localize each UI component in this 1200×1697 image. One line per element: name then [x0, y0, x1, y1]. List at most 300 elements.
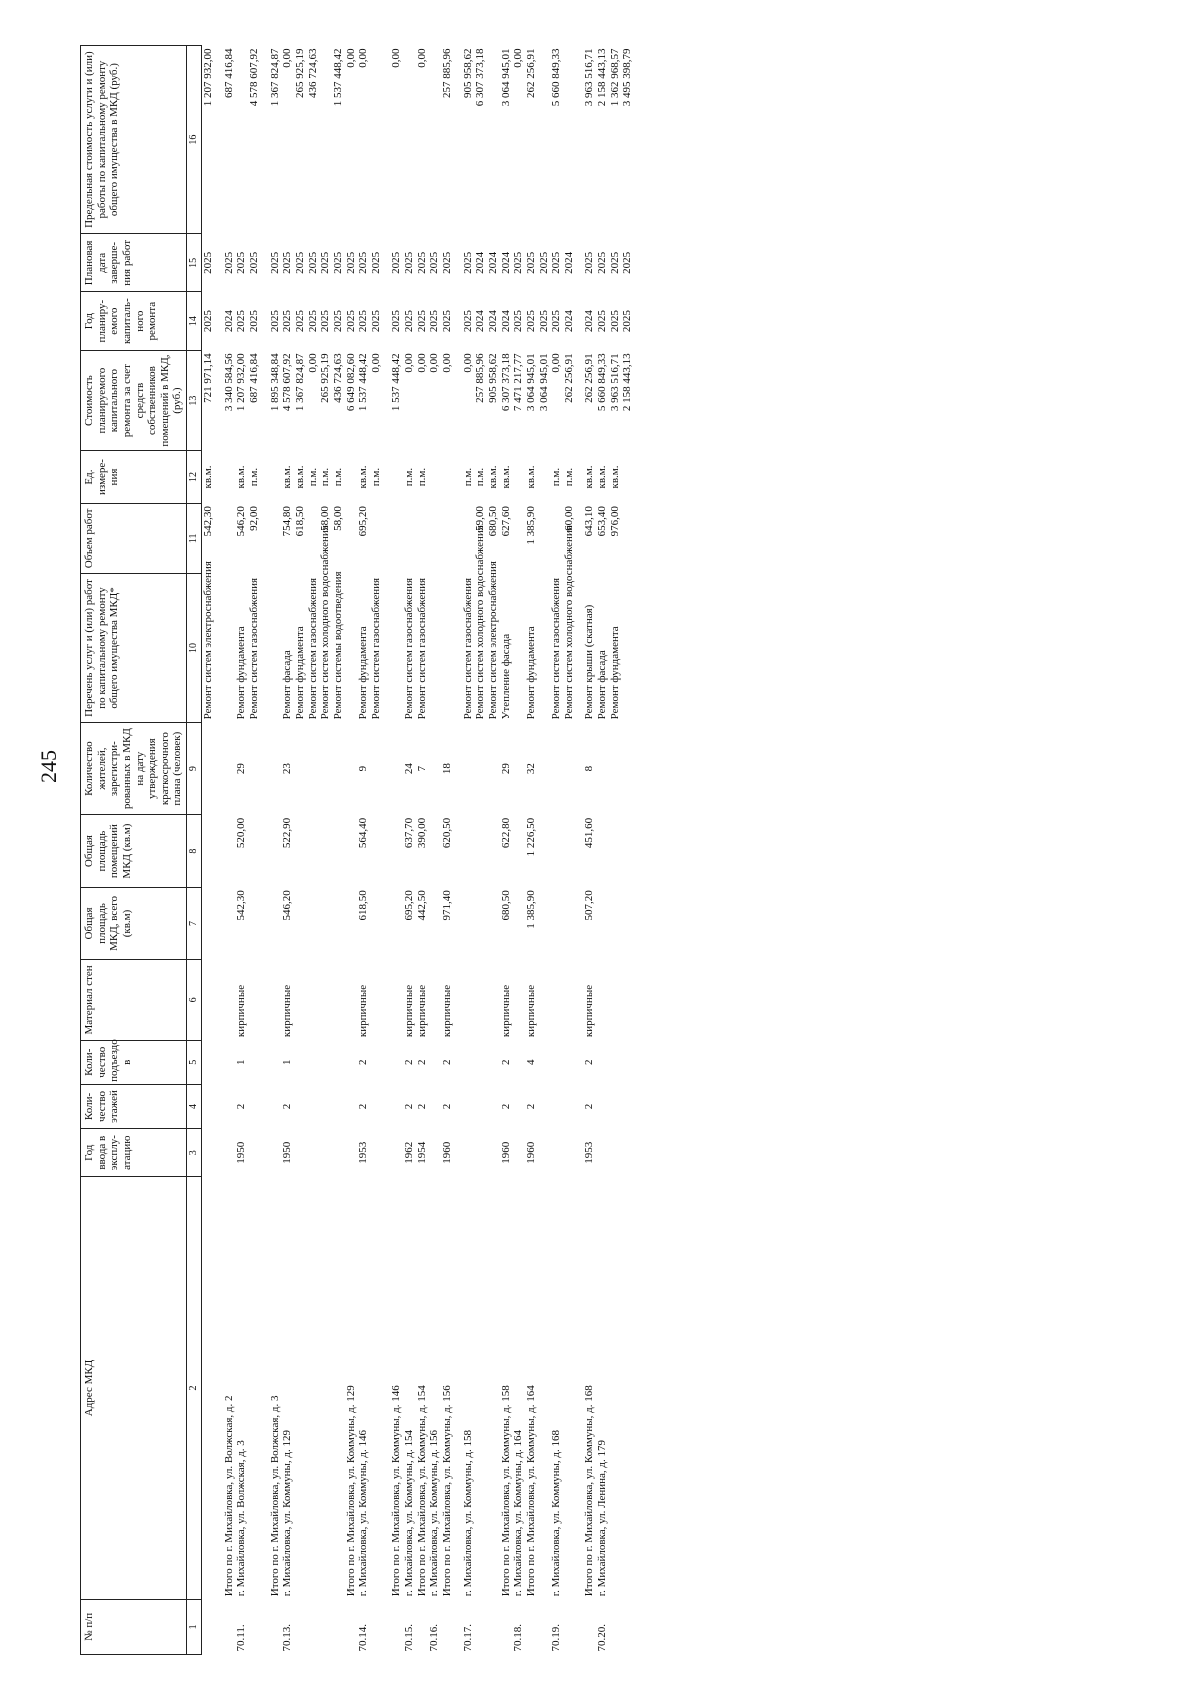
table-cell: 70.14.: [357, 1624, 370, 1652]
column-number: 8: [187, 815, 202, 887]
table-cell: 1 895 348,84: [268, 353, 281, 412]
table-cell: [474, 1084, 487, 1128]
table-cell: [487, 887, 500, 959]
table-cell: [332, 1129, 345, 1177]
table-cell: [538, 46, 551, 234]
table-cell: Ремонт систем холодного водоснабжения: [562, 525, 575, 720]
table-cell: 2: [415, 1059, 428, 1065]
table-cell: [487, 960, 500, 1040]
table-cell: 1 207 932,00: [202, 48, 215, 107]
table-cell: [390, 815, 403, 887]
table-cell: п.м.: [562, 467, 575, 487]
table-cell: [294, 1177, 307, 1599]
table-cell: [596, 722, 609, 815]
spacer-row: [454, 46, 462, 1655]
table-cell: [248, 722, 261, 815]
table-cell: 2025: [524, 310, 537, 333]
table-cell: [319, 1129, 332, 1177]
table-cell: [609, 960, 622, 1040]
table-cell: 1950: [281, 1141, 294, 1164]
table-cell: [462, 815, 475, 887]
table-cell: 2025: [319, 310, 332, 333]
table-cell: 2025: [512, 251, 525, 274]
table-cell: кирпичные: [415, 984, 428, 1038]
table-cell: [538, 1084, 551, 1128]
table-row: [428, 46, 441, 1655]
table-cell: кв.м.: [235, 465, 248, 489]
table-cell: 2: [583, 1059, 596, 1065]
table-cell: 2025: [357, 251, 370, 274]
table-cell: Ремонт крыши (скатная): [583, 604, 596, 720]
table-cell: 3 340 584,56: [222, 353, 235, 412]
table-cell: [441, 451, 454, 503]
table-cell: г. Михайловка, ул. Ленина, д. 179: [596, 1439, 609, 1597]
table-cell: 2025: [293, 251, 306, 274]
table-cell: 2025: [461, 310, 474, 333]
table-cell: 2024: [486, 251, 499, 274]
table-cell: [462, 1129, 475, 1177]
table-cell: 2025: [281, 310, 294, 333]
table-cell: 3 064 945,01: [499, 48, 512, 107]
table-cell: [621, 1129, 634, 1177]
table-cell: 6 649 082,60: [344, 353, 357, 412]
table-cell: Ремонт систем газоснабжения: [306, 577, 319, 720]
table-cell: [609, 1129, 622, 1177]
table-cell: Ремонт систем электроснабжения: [202, 561, 215, 720]
table-cell: 2025: [415, 251, 428, 274]
table-cell: [428, 960, 441, 1040]
table-cell: 2024: [499, 251, 512, 274]
table-cell: [512, 1084, 525, 1128]
table-cell: [370, 1084, 383, 1128]
table-cell: [370, 960, 383, 1040]
column-header-8: Общая площадь помещений МКД (кв.м): [81, 815, 187, 887]
table-cell: 2024: [583, 310, 596, 333]
table-cell: 1 385,90: [524, 506, 537, 545]
table-cell: [428, 451, 441, 503]
table-row: [345, 46, 358, 1655]
table-cell: 1 537 448,42: [390, 353, 403, 412]
table-cell: [609, 1084, 622, 1128]
table-cell: 436 724,63: [331, 353, 344, 403]
table-cell: [307, 887, 320, 959]
table-cell: [223, 574, 236, 723]
table-cell: [294, 1084, 307, 1128]
column-number: 16: [187, 46, 202, 234]
table-row: [294, 46, 307, 1655]
table-cell: 2: [403, 1103, 416, 1110]
table-cell: 1962: [403, 1141, 416, 1164]
table-cell: 520,00: [235, 817, 248, 849]
table-cell: 2025: [403, 251, 416, 274]
table-cell: кирпичные: [357, 984, 370, 1038]
table-cell: 5 660 849,33: [550, 48, 563, 107]
table-cell: [223, 815, 236, 887]
table-cell: 2025: [512, 310, 525, 333]
table-cell: Ремонт систем газоснабжения: [369, 577, 382, 720]
table-cell: [390, 574, 403, 723]
table-cell: кв.м.: [499, 465, 512, 489]
table-cell: [269, 1084, 282, 1128]
spacer-row: [261, 46, 269, 1655]
table-cell: 2: [583, 1103, 596, 1110]
table-cell: [345, 887, 358, 959]
table-cell: [390, 722, 403, 815]
table-cell: кирпичные: [403, 984, 416, 1038]
table-cell: [462, 887, 475, 959]
table-cell: 2: [357, 1103, 370, 1110]
table-cell: 637,70: [403, 817, 416, 849]
table-cell: 2: [415, 1103, 428, 1110]
table-cell: 2025: [608, 310, 621, 333]
table-cell: 1 537 448,42: [357, 353, 370, 412]
column-number: 3: [187, 1129, 202, 1177]
table-cell: [390, 451, 403, 503]
table-cell: 2 158 443,13: [596, 48, 609, 107]
table-cell: [319, 1084, 332, 1128]
table-cell: 0,00: [357, 48, 370, 68]
table-cell: 60,00: [562, 506, 575, 531]
table-cell: [563, 1177, 576, 1599]
table-cell: 2025: [248, 251, 261, 274]
table-cell: [223, 722, 236, 815]
table-cell: [512, 1129, 525, 1177]
table-cell: 1 367 824,87: [268, 48, 281, 107]
table-cell: [370, 1177, 383, 1599]
table-cell: 18: [441, 763, 454, 775]
table-cell: [269, 815, 282, 887]
table-cell: п.м.: [461, 467, 474, 487]
table-cell: 976,00: [608, 506, 621, 537]
table-cell: [319, 1040, 332, 1084]
table-cell: 721 971,14: [202, 353, 215, 403]
table-cell: [596, 815, 609, 887]
table-cell: [428, 1084, 441, 1128]
table-cell: Ремонт фундамента: [608, 626, 621, 720]
table-cell: 23: [281, 763, 294, 775]
column-header-12: Ед. измере-ния: [81, 451, 187, 503]
table-cell: [248, 1084, 261, 1128]
table-cell: кирпичные: [524, 984, 537, 1038]
table-cell: [621, 574, 634, 723]
column-number: 13: [187, 350, 202, 451]
table-cell: [390, 503, 403, 573]
table-cell: [428, 574, 441, 723]
table-cell: [609, 815, 622, 887]
table-cell: 436 724,63: [306, 48, 319, 98]
table-cell: 1960: [499, 1141, 512, 1164]
column-number: 4: [187, 1084, 202, 1128]
table-row: [563, 46, 576, 1655]
table-cell: Итого по г. Михайловка, ул. Волжская, д. 2: [222, 1395, 235, 1597]
table-cell: 2: [441, 1103, 454, 1110]
table-cell: [307, 1177, 320, 1599]
table-cell: 5 660 849,33: [596, 353, 609, 412]
table-cell: 2025: [428, 310, 441, 333]
table-cell: [428, 722, 441, 815]
table-cell: 2025: [537, 251, 550, 274]
table-cell: [563, 722, 576, 815]
table-cell: [269, 1129, 282, 1177]
table-cell: [621, 722, 634, 815]
table-row: [281, 46, 294, 1655]
table-cell: г. Михайловка, ул. Коммуны, д. 129: [281, 1430, 294, 1597]
table-cell: [269, 1040, 282, 1084]
table-cell: 1 385,90: [524, 890, 537, 929]
table-cell: 2025: [202, 310, 215, 333]
table-body: [202, 46, 634, 1655]
table-cell: 2024: [222, 310, 235, 333]
table-cell: 70.16.: [428, 1624, 441, 1652]
table-cell: г. Михайловка, ул. Волжская, д. 3: [235, 1440, 248, 1597]
table-cell: кв.м.: [357, 465, 370, 489]
column-header-4: Коли-чество этажей: [81, 1084, 187, 1128]
table-cell: [307, 1599, 320, 1654]
table-cell: [512, 815, 525, 887]
table-cell: п.м.: [474, 467, 487, 487]
table-cell: [345, 722, 358, 815]
table-row: [223, 46, 236, 1655]
table-cell: [563, 1040, 576, 1084]
table-cell: 2025: [537, 310, 550, 333]
table-cell: 2024: [562, 251, 575, 274]
table-cell: 687 416,84: [248, 353, 261, 403]
table-cell: 564,40: [357, 817, 370, 849]
table-cell: 0,00: [369, 353, 382, 373]
table-cell: 2025: [331, 251, 344, 274]
table-cell: [621, 815, 634, 887]
table-cell: 1950: [235, 1141, 248, 1164]
table-cell: 695,20: [403, 890, 416, 921]
table-cell: [345, 574, 358, 723]
table-cell: Итого по г. Михайловка, ул. Волжская, д. 3: [268, 1395, 281, 1597]
table-cell: [621, 451, 634, 503]
table-cell: [512, 503, 525, 573]
column-header-14: Год планиру-емого капиталь-ного ремонта: [81, 292, 187, 350]
table-cell: 9: [357, 765, 370, 772]
table-cell: 2024: [562, 310, 575, 333]
table-cell: 0,00: [344, 48, 357, 68]
table-cell: 1954: [415, 1141, 428, 1164]
table-cell: [487, 46, 500, 234]
spacer-cell: [454, 46, 462, 1655]
capital-repair-table-sheet: [80, 45, 1190, 1655]
table-cell: [563, 1129, 576, 1177]
table-row: [403, 46, 416, 1655]
table-cell: [370, 1599, 383, 1654]
table-cell: [621, 1040, 634, 1084]
table-cell: п.м.: [550, 467, 563, 487]
table-row: [441, 46, 454, 1655]
table-cell: [487, 1040, 500, 1084]
table-cell: г. Михайловка, ул. Коммуны, д. 168: [550, 1430, 563, 1597]
table-row: [609, 46, 622, 1655]
table-cell: 0,00: [415, 48, 428, 68]
table-cell: [223, 1040, 236, 1084]
column-number: 7: [187, 887, 202, 959]
table-cell: [462, 503, 475, 573]
table-cell: [223, 1599, 236, 1654]
spacer-cell: [261, 46, 269, 1655]
table-cell: [596, 1040, 609, 1084]
table-cell: [345, 960, 358, 1040]
table-cell: [202, 1129, 215, 1177]
table-cell: [538, 574, 551, 723]
table-cell: [223, 451, 236, 503]
table-cell: [512, 722, 525, 815]
table-cell: 2025: [344, 251, 357, 274]
table-cell: [269, 960, 282, 1040]
table-cell: Ремонт систем газоснабжения: [550, 577, 563, 720]
table-cell: 0,00: [306, 353, 319, 373]
column-number: 12: [187, 451, 202, 503]
table-cell: Ремонт систем холодного водоснабжения: [474, 525, 487, 720]
table-cell: 2025: [268, 251, 281, 274]
table-cell: 0,00: [390, 48, 403, 68]
table-cell: 618,50: [293, 506, 306, 537]
table-cell: [550, 1129, 563, 1177]
table-cell: 653,40: [596, 506, 609, 537]
table-cell: [487, 1084, 500, 1128]
table-cell: 2: [499, 1103, 512, 1110]
table-cell: [223, 1084, 236, 1128]
table-cell: [345, 1599, 358, 1654]
column-number: 1: [187, 1599, 202, 1654]
column-header-7: Общая площадь МКД, всего (кв.м): [81, 887, 187, 959]
table-cell: [235, 46, 248, 234]
table-cell: [248, 1129, 261, 1177]
table-cell: 32: [524, 763, 537, 775]
table-cell: 265 925,19: [319, 353, 332, 403]
table-cell: [202, 1084, 215, 1128]
table-cell: 754,80: [281, 506, 294, 537]
table-cell: 2: [357, 1059, 370, 1065]
table-cell: 2025: [235, 251, 248, 274]
table-cell: [512, 887, 525, 959]
table-cell: 70.20.: [596, 1624, 609, 1652]
table-row: [357, 46, 370, 1655]
table-cell: [462, 1084, 475, 1128]
table-cell: 2025: [608, 251, 621, 274]
table-cell: [583, 1599, 596, 1654]
table-cell: [269, 451, 282, 503]
table-cell: Ремонт фасада: [596, 650, 609, 720]
table-cell: 3 963 516,71: [583, 48, 596, 107]
table-cell: г. Михайловка, ул. Коммуны, д. 146: [357, 1430, 370, 1597]
table-cell: [609, 887, 622, 959]
table-cell: [596, 887, 609, 959]
table-cell: 0,00: [403, 353, 416, 373]
table-cell: [223, 960, 236, 1040]
table-cell: [319, 1599, 332, 1654]
table-cell: [202, 722, 215, 815]
table-cell: Ремонт систем холодного водоснабжения: [319, 525, 332, 720]
table-cell: [538, 1040, 551, 1084]
table-cell: [609, 1599, 622, 1654]
table-cell: [294, 1599, 307, 1654]
table-cell: кв.м.: [486, 465, 499, 489]
table-cell: п.м.: [306, 467, 319, 487]
table-cell: 257 885,96: [474, 353, 487, 403]
table-cell: [563, 46, 576, 234]
table-cell: 2025: [428, 251, 441, 274]
table-cell: 0,00: [428, 353, 441, 373]
table-cell: [538, 451, 551, 503]
table-cell: [319, 960, 332, 1040]
table-cell: Ремонт фундамента: [235, 626, 248, 720]
table-cell: 262 256,91: [562, 353, 575, 403]
table-row: [538, 46, 551, 1655]
table-cell: 542,30: [202, 506, 215, 537]
table-cell: 2: [524, 1103, 537, 1110]
table-cell: [550, 722, 563, 815]
table-cell: [332, 815, 345, 887]
table-cell: [269, 887, 282, 959]
table-row: [248, 46, 261, 1655]
table-cell: [596, 1084, 609, 1128]
table-cell: [474, 887, 487, 959]
table-cell: Итого по г. Михайловка, ул. Коммуны, д. 158: [499, 1385, 512, 1597]
table-row: [487, 46, 500, 1655]
table-cell: [621, 1599, 634, 1654]
table-cell: [538, 887, 551, 959]
table-cell: 905 958,62: [486, 353, 499, 403]
table-cell: [474, 960, 487, 1040]
table-cell: Ремонт систем газоснабжения: [415, 577, 428, 720]
table-cell: [441, 503, 454, 573]
table-cell: 2: [499, 1059, 512, 1065]
table-cell: [269, 1599, 282, 1654]
table-cell: кирпичные: [281, 984, 294, 1038]
table-cell: 2025: [596, 310, 609, 333]
table-cell: 4: [524, 1059, 537, 1065]
table-cell: 2024: [486, 310, 499, 333]
table-cell: [223, 887, 236, 959]
table-cell: 2025: [268, 310, 281, 333]
table-cell: 4 578 607,92: [248, 48, 261, 107]
table-row: [390, 46, 403, 1655]
table-cell: [332, 1177, 345, 1599]
table-cell: [248, 887, 261, 959]
table-cell: [416, 503, 429, 573]
table-cell: 2025: [524, 251, 537, 274]
table-cell: 2025: [306, 251, 319, 274]
table-cell: 262 256,91: [524, 48, 537, 98]
table-cell: 7: [415, 765, 428, 772]
table-cell: кв.м.: [608, 465, 621, 489]
table-cell: 546,20: [235, 506, 248, 537]
table-cell: [319, 1177, 332, 1599]
table-cell: 2025: [550, 310, 563, 333]
table-cell: [487, 1599, 500, 1654]
table-cell: кв.м.: [202, 465, 215, 489]
column-header-2: Адрес МКД: [81, 1177, 187, 1599]
capital-repair-table: [80, 45, 634, 1655]
table-cell: 2024: [474, 310, 487, 333]
table-cell: 2025: [306, 310, 319, 333]
table-cell: 58,00: [319, 506, 332, 531]
table-cell: 2025: [293, 310, 306, 333]
table-cell: 680,50: [486, 506, 499, 537]
table-cell: [596, 960, 609, 1040]
table-cell: 2025: [596, 251, 609, 274]
table-cell: [538, 1177, 551, 1599]
table-cell: [487, 815, 500, 887]
table-cell: 442,50: [415, 890, 428, 921]
table-cell: [390, 960, 403, 1040]
table-cell: 2024: [474, 251, 487, 274]
table-cell: 695,20: [357, 506, 370, 537]
